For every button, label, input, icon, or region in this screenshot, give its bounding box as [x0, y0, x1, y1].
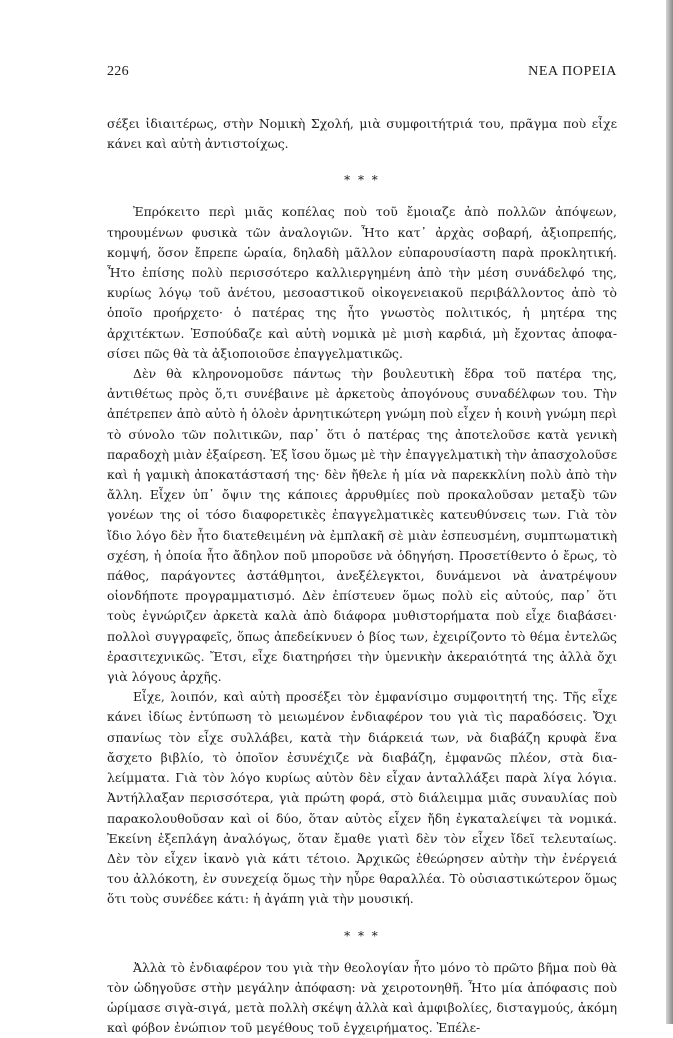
page-number: 226: [107, 64, 129, 79]
body-text: [107, 114, 617, 1038]
paragraph: Ἀλλὰ τὸ ἐνδιαφέρον του γιὰ τὴν θεολογίαν ἦτο μόνο τὸ πρῶτο βῆμα ποὺ θὰ τὸν ὡδηγοῦσε στὴν μεγάλην ἀπόφαση: νὰ χειροτονηθῆ. Ἦτο μία ἀπόφασις ποὺ ὡρίμασε σιγὰ-σιγά, μετὰ πολλὴ σκέψη ἀλλὰ καὶ ἀμφιβολίες, δισταγμούς, ἀκόμη καὶ φόβον ἐνώπιον τοῦ μεγέθους τοῦ ἐγχειρήματος. Ἐπέλε-: [107, 959, 617, 1036]
section-separator: * * *: [344, 173, 380, 188]
running-head: ΝΕΑ ΠΟΡΕΙΑ: [528, 64, 617, 79]
paragraph: Ἐπρόκειτο περὶ μιᾶς κοπέλας ποὺ τοῦ ἔμοιαζε ἀπὸ πολλῶν ἀπόψεων, τηρουμένων φυσικὰ τῶν ἀναλογιῶν. Ἦτο κατ᾿ ἀρχὰς σοβαρή, ἀξιοπρεπής, κομψή, ὅσον ἔπρεπε ὡραία, δηλαδὴ μᾶλλον εὐπαρουσίαστη παρὰ προκλητική. Ἦτο ἐπίσης πολὺ περισσότερο καλλιεργημένη ἀπὸ τὴν μέση συνάδελφό της, κυρίως λόγῳ τοῦ ἀνέτου, μεσοαστικοῦ οἰκογενειακοῦ περιβάλλοντος ἀπὸ τὸ ὁποῖο προήρχετο· ὁ πατέρας της ἦτο γνωστὸς πολιτικός, ἡ μητέρα της ἀρχιτέκτων. Ἐσπούδαζε καὶ αὐτὴ νομικὰ μὲ μισὴ καρδιά, μὴ ἔχοντας ἀποφασίσει πῶς θὰ τὰ ἀξιοποιοῦσε ἐπαγγελματικῶς.: [107, 204, 617, 361]
paragraph: Δὲν θὰ κληρονομοῦσε πάντως τὴν βουλευτικὴ ἕδρα τοῦ πατέρα της, ἀντιθέτως πρὸς ὅ,τι συνέβαινε μὲ ἀρκετοὺς ἀπογόνους συναδέλφων του. Τὴν ἀπέτρεπεν ἀπὸ αὐτὸ ἡ ὁλοὲν ἀρνητικώτερη γνώμη ποὺ εἶχεν ἡ κοινὴ γνώμη περὶ τὸ σύνολο τῶν πολιτικῶν, παρ᾿ ὅτι ὁ πατέρας της ἀποτελοῦσε κατὰ γενικὴ παραδοχὴ μιὰν ἐξαίρεση. Ἐξ ἴσου ὅμως μὲ τὴν ἐπαγγελματικὴ τὴν ἀπασχολοῦσε καὶ ἡ γαμικὴ ἀποκατάστασή της· δὲν ἤθελε ἡ μία νὰ παρεκκλίνη πολὺ ἀπὸ τὴν ἄλλη. Εἶχεν ὑπ᾿ ὄψιν της κάποιες ἀρρυθμίες ποὺ προκαλοῦσαν μεταξὺ τῶν γονέων της οἱ τόσο διαφορετικὲς ἐπαγγελματικὲς κατευθύνσεις των. Γιὰ τὸν ἴδιο λόγο δὲν ἦτο διατεθειμένη νὰ ἐμπλακῆ σὲ μιὰν ἐσπευσμένη, συμπτωματικὴ σχέση, ἡ ὁποία ἦτο ἄδηλον ποῦ μποροῦσε νὰ ὁδηγήση. Προσετίθεντο ὁ ἔρως, τὸ πάθος, παράγοντες ἀστάθμητοι, ἀνεξέλεγκτοι, δυνάμενοι νὰ ἀνατρέψουν οἱονδήποτε προγραμματισμό. Δὲν ἐπίστευεν ὅμως πολὺ εἰς αὐτούς, παρ᾿ ὅτι τοὺς ἐγνώριζεν ἀρκετὰ καλὰ ἀπὸ διάφορα μυθιστορήματα ποὺ εἶχε διαβάσει· πολλοὶ συγγραφεῖς, ὅπως ἀπεδείκνυεν ὁ βίος των, ἐχειρίζοντο τὸ θέμα ἐντελῶς ἐρασιτεχνικῶς. Ἔτσι, εἶχε διατηρήσει τὴν ὑμενικὴν ἀκεραιότητά της ἀλλὰ ὄχι γιὰ λόγους ἀρχῆς.: [107, 366, 617, 685]
section-separator: * * *: [344, 928, 380, 943]
paragraph-continuation: σέξει ἰδιαιτέρως, στὴν Νομικὴ Σχολή, μιὰ συμφοιτήτριά του, πρᾶγμα ποὺ εἶχε κάνει καὶ αὐτὴ ἀντιστοίχως.: [107, 116, 617, 152]
paragraph: Εἶχε, λοιπόν, καὶ αὐτὴ προσέξει τὸν ἐμφανίσιμο συμφοιτητή της. Τῆς εἶχε κάνει ἰδίως ἐντύπωση τὸ μειωμένον ἐνδιαφέρον του γιὰ τὶς παραδόσεις. Ὄχι σπανίως τὸν εἶχε συλλάβει, κατὰ τὴν διάρκειά των, νὰ διαβάζη κρυφὰ ἕνα ἄσχετο βιβλίο, τὸ ὁποῖον ἐσυνέχιζε νὰ διαβάζη, ἐμφανῶς πλέον, στὰ διαλείμματα. Γιὰ τὸν λόγο κυρίως αὐτὸν δὲν εἶχαν ἀνταλλάξει παρὰ λίγα λόγια. Ἀντήλλαξαν περισσότερα, γιὰ πρώτη φορά, στὸ διάλειμμα μιᾶς συναυλίας ποὺ παρακολουθοῦσαν καὶ οἱ δύο, ὅταν αὐτὸς εἶχεν ἤδη ἐγκαταλείψει τὰ νομικά. Ἐκείνη ἐξεπλάγη ἀναλόγως, ὅταν ἔμαθε γιατὶ δὲν τὸν εἶχεν ἴδεῖ τελευταίως. Δὲν τὸν εἶχεν ἱκανὸ γιὰ κάτι τέτοιο. Ἀρχικῶς ἐθεώρησεν αὐτὴν τὴν ἐνέργειά του ἀλλόκοτη, ἐν συνεχείᾳ ὅμως τὴν ηὗρε θαραλλέα. Τὸ οὐσιαστικώτερον ὅμως ὅτι τοὺς συνέδεε κάτι: ἡ ἀγάπη γιὰ τὴν μουσική.: [107, 689, 617, 907]
